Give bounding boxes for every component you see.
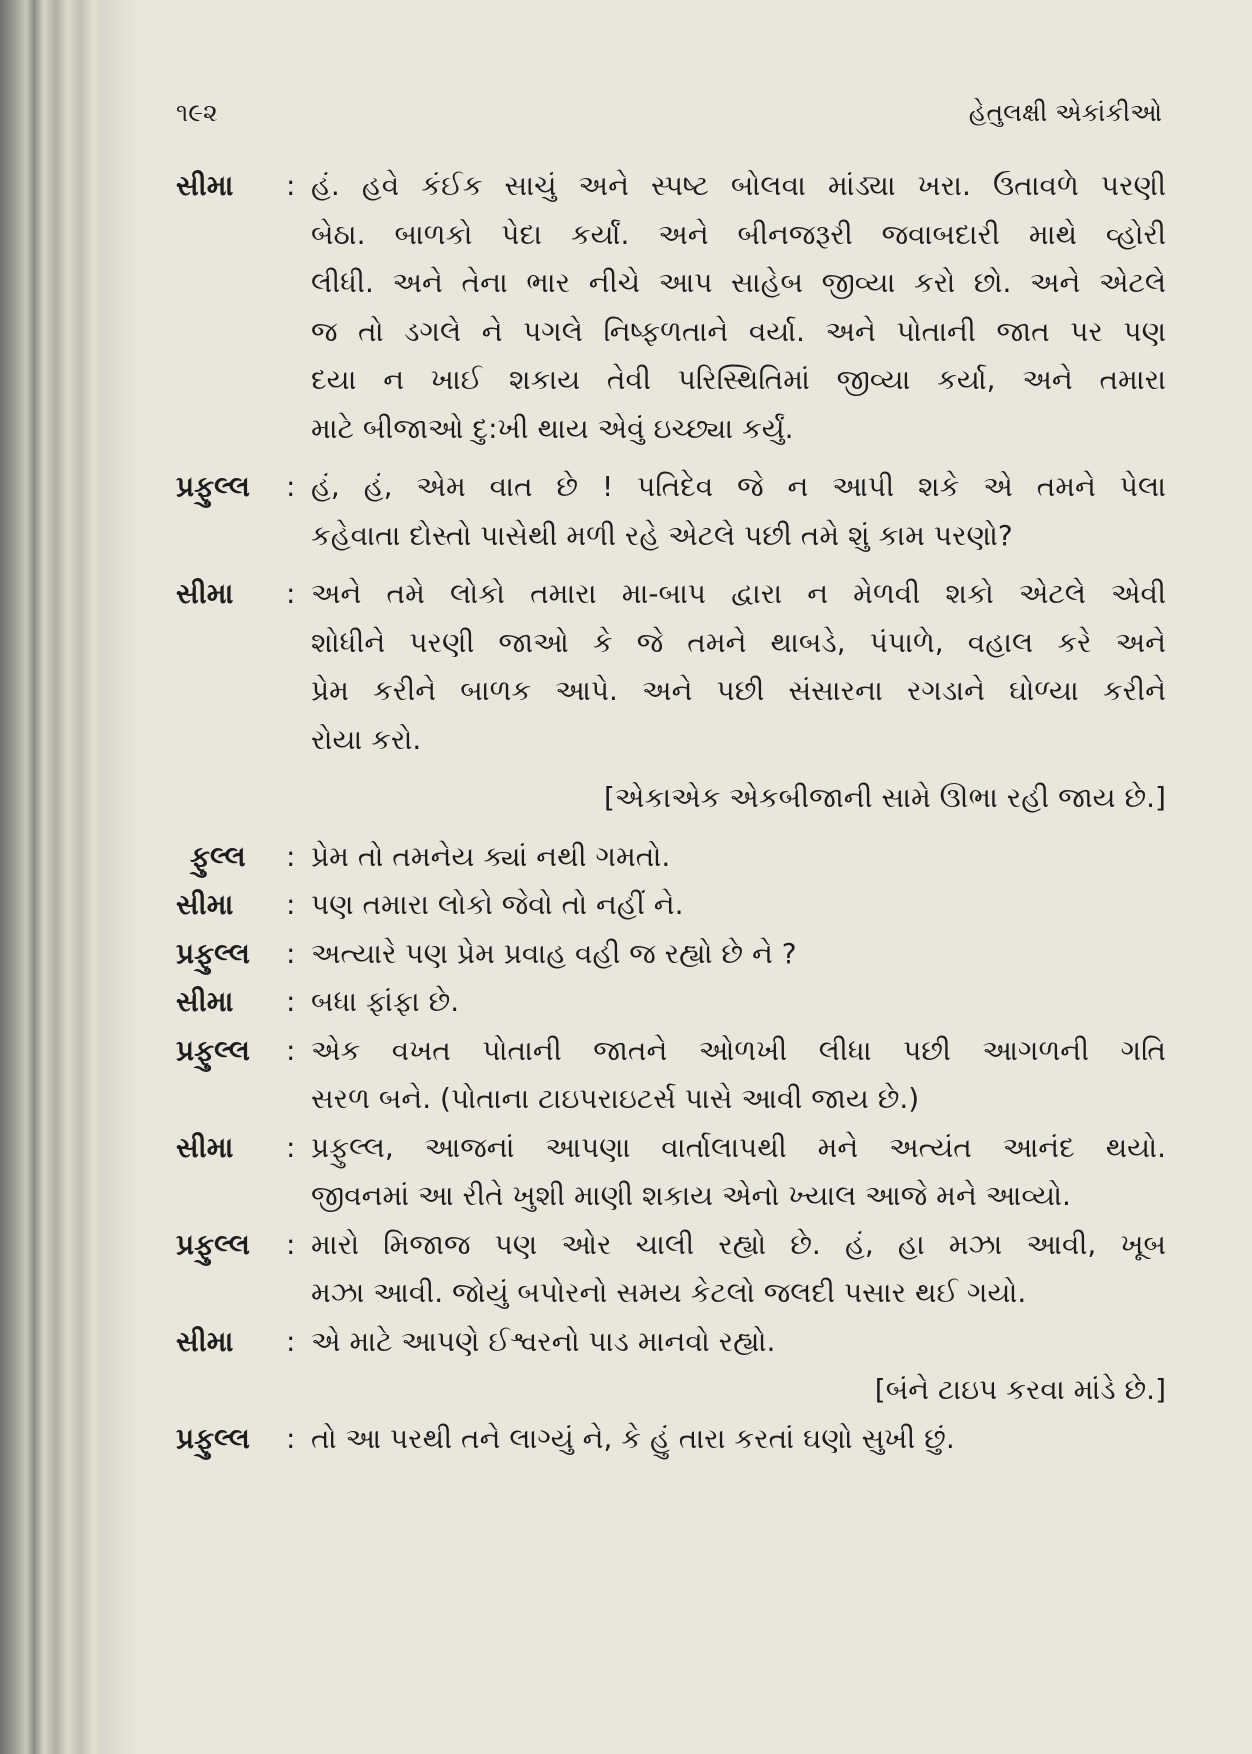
- book-page: [100, 0, 1252, 1754]
- dialogue-line: [176, 1027, 1166, 1076]
- speech-text: પ્રેમ કરીને બાળક આપે. અને પછી સંસારના રગડાને ઘોળ્યા કરીને: [311, 674, 1166, 707]
- speech-text: અને તમે લોકો તમારા મા-બાપ દ્વારા ન મેળવી શકો એટલે એવી: [311, 577, 1166, 610]
- speech-text: તો આ પરથી તને લાગ્યું ને, કે હું તારા કરતાં ઘણો સુખી છું.: [311, 1421, 955, 1455]
- play-text: [176, 162, 1166, 1463]
- speaker-colon: :: [286, 1421, 296, 1455]
- speech-text: હં. હવે કંઈક સાચું અને સ્પષ્ટ બોલવા માંડ્યા ખરા. ઉતાવળે પરણી: [311, 169, 1166, 202]
- dialogue-line: [176, 1221, 1166, 1270]
- page-number: ૧૯૨: [176, 98, 218, 127]
- speech-text: પ્રફુલ્લ, આજનાં આપણા વાર્તાલાપથી મને અત્યંત આનંદ થયો.: [311, 1130, 1166, 1164]
- dialogue-line: [176, 1124, 1166, 1173]
- speaker-colon: :: [286, 839, 296, 873]
- speech-text: અત્યારે પણ પ્રેમ પ્રવાહ વહી જ રહ્યો છે ને ?: [311, 936, 797, 970]
- speaker-name: પ્રફુલ્લ: [176, 1033, 250, 1067]
- speaker-name: સીમા: [176, 888, 234, 921]
- dialogue-line: [176, 463, 1166, 512]
- speech-text: સરળ બને. (પોતાના ટાઇપરાઇટર્સ પાસે આવી જાય છે.): [311, 1082, 920, 1115]
- speech-text: દયા ન ખાઈ શકાય તેવી પરિસ્થિતિમાં જીવ્યા કર્યા, અને તમારા: [311, 363, 1166, 396]
- speaker-colon: :: [286, 470, 296, 503]
- speaker-colon: :: [286, 577, 296, 610]
- dialogue-line: [176, 1075, 1166, 1124]
- speaker-name: સીમા: [176, 985, 234, 1018]
- stage-direction: [એકાએક એકબીજાની સામે ઊભા રહી જાય છે.]: [603, 781, 1166, 814]
- dialogue-line: [176, 881, 1166, 930]
- speech-text: એ માટે આપણે ઈશ્વરનો પાડ માનવો રહ્યો.: [311, 1324, 776, 1358]
- speech-text: માટે બીજાઓ દુ:ખી થાય એવું ઇચ્છ્યા કર્યું.: [311, 411, 794, 445]
- speaker-colon: :: [286, 888, 296, 921]
- speech-text: બધા ફાંફા છે.: [311, 985, 460, 1018]
- speech-text: બેઠા. બાળકો પેદા કર્યાં. અને બીનજરૂરી જવાબદારી માથે વ્હોરી: [311, 217, 1166, 251]
- speech-text: મારો મિજાજ પણ ઓર ચાલી રહ્યો છે. હં, હા મઝા આવી, ખૂબ: [311, 1227, 1166, 1261]
- speaker-name: સીમા: [176, 169, 234, 202]
- speaker-colon: :: [286, 936, 296, 970]
- speaker-name: પ્રફુલ્લ: [176, 936, 250, 970]
- speaker-name: સીમા: [176, 1130, 234, 1164]
- speech-text: હં, હં, એમ વાત છે ! પતિદેવ જે ન આપી શકે એ તમને પેલા: [311, 470, 1166, 503]
- dialogue-line: [176, 570, 1166, 619]
- speaker-colon: :: [286, 1324, 296, 1358]
- page-header: [100, 98, 1252, 138]
- speech-text: રોયા કરો.: [311, 722, 422, 756]
- running-title: હેતુલક્ષી એકાંકીઓ: [968, 98, 1162, 127]
- speech-text: એક વખત પોતાની જાતને ઓળખી લીધા પછી આગળની ગતિ: [311, 1033, 1166, 1067]
- stage-direction: [બંને ટાઇપ કરવા માંડે છે.]: [874, 1373, 1166, 1406]
- speaker-colon: :: [286, 1227, 296, 1261]
- dialogue-line: [176, 162, 1166, 211]
- dialogue-line: [176, 619, 1166, 668]
- dialogue-line: [176, 512, 1166, 561]
- speaker-colon: :: [286, 985, 296, 1018]
- dialogue-line: [176, 716, 1166, 765]
- dialogue-line: [176, 211, 1166, 260]
- dialogue-line: [176, 978, 1166, 1027]
- speaker-name: પ્રફુલ્લ: [176, 470, 250, 503]
- speech-text: પ્રેમ તો તમનેય ક્યાં નથી ગમતો.: [311, 839, 671, 873]
- speech-text: જ તો ડગલે ને પગલે નિષ્ફળતાને વર્યા. અને પોતાની જાત પર પણ: [311, 314, 1166, 348]
- speech-text: પણ તમારા લોકો જેવો તો નહીં ને.: [311, 888, 684, 921]
- dialogue-line: [176, 1172, 1166, 1221]
- dialogue-line: [176, 833, 1166, 882]
- speaker-colon: :: [286, 1033, 296, 1067]
- speaker-colon: :: [286, 1130, 296, 1164]
- dialogue-line: [176, 259, 1166, 308]
- speaker-name: સીમા: [176, 1324, 234, 1358]
- speech-text: કહેવાતા દોસ્તો પાસેથી મળી રહે એટલે પછી તમે શું કામ પરણો?: [311, 518, 1013, 552]
- speaker-colon: :: [286, 169, 296, 202]
- speech-text: મઝા આવી. જોયું બપોરનો સમય કેટલો જલદી પસાર થઈ ગયો.: [311, 1276, 1027, 1309]
- dialogue-line: [176, 667, 1166, 716]
- dialogue-line: [176, 405, 1166, 454]
- dialogue-line: [176, 1415, 1166, 1464]
- speaker-name: પ્રફુલ્લ: [176, 1227, 250, 1261]
- dialogue-line: [176, 930, 1166, 979]
- dialogue-line: [176, 1318, 1166, 1367]
- speaker-name: ફુલ્લ: [190, 839, 246, 873]
- dialogue-line: [176, 308, 1166, 357]
- dialogue-line: [176, 356, 1166, 405]
- speech-text: લીધી. અને તેના ભાર નીચે આપ સાહેબ જીવ્યા કરો છો. અને એટલે: [311, 266, 1166, 299]
- speaker-name: પ્રફુલ્લ: [176, 1421, 250, 1455]
- dialogue-line: [176, 1269, 1166, 1318]
- speech-text: જીવનમાં આ રીતે ખુશી માણી શકાય એનો ખ્યાલ આજે મને આવ્યો.: [311, 1179, 1071, 1212]
- speech-text: શોધીને પરણી જાઓ કે જે તમને થાબડે, પંપાળે, વહાલ કરે અને: [311, 625, 1166, 659]
- speaker-name: સીમા: [176, 577, 234, 610]
